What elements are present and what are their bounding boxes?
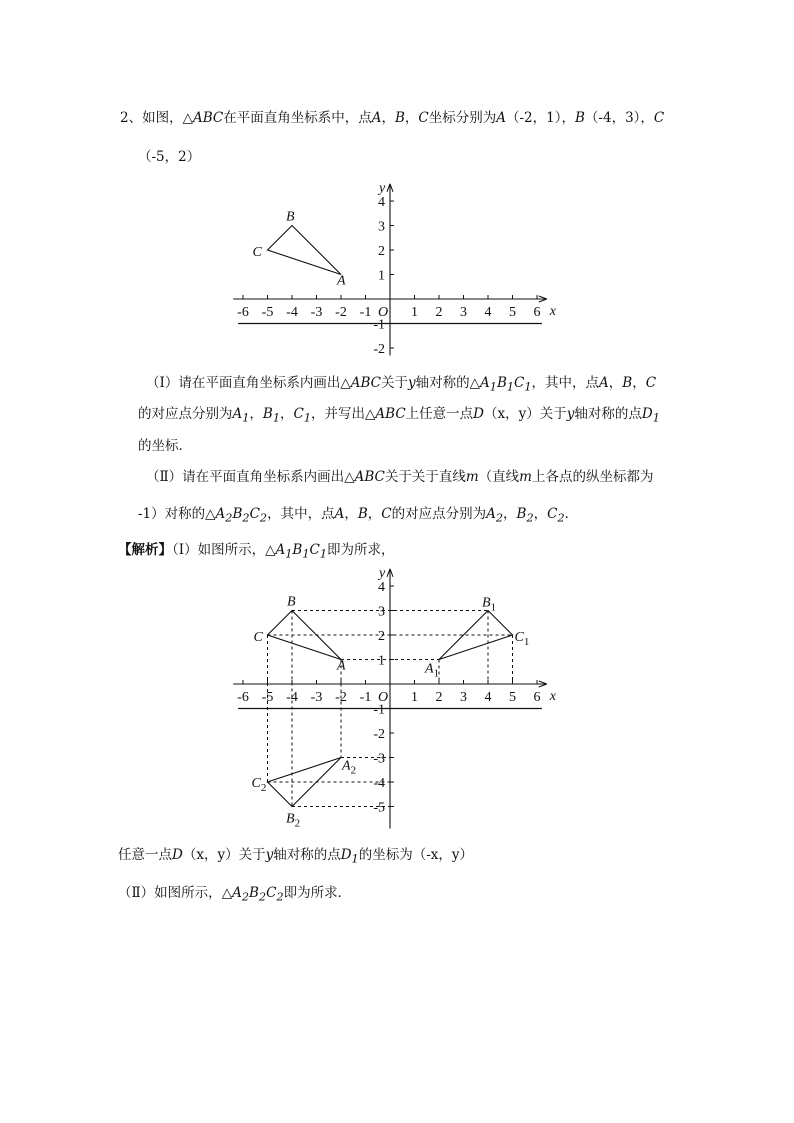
- x-tick-label: -4: [286, 305, 298, 320]
- x-tick-label: 3: [460, 305, 467, 320]
- x-tick-label: 1: [411, 690, 418, 705]
- x-tick-label: -2: [335, 305, 347, 320]
- x-tick-label: -5: [261, 690, 274, 705]
- problem-line-1: 2、如图，△ABC在平面直角坐标系中，点A，B，C坐标分别为A（-2，1），B（-4，3），C: [120, 110, 665, 126]
- solution-tag: 【解析】: [118, 542, 172, 558]
- x-tick-label: -6: [237, 690, 249, 705]
- y-axis-label: y: [379, 180, 386, 196]
- y-tick-label: 3: [378, 219, 385, 235]
- part1-line-2: 的对应点分别为$A_1$，$B_1$，$C_1$，并写出△ABC上任意一点D（x，y）关于y轴对称的点$D_1$: [138, 406, 660, 425]
- x-tick-label: 3: [460, 690, 467, 705]
- solution-line-1: 【解析】（Ⅰ）如图所示，$\triangle A_1B_1C_1$即为所求，: [118, 542, 395, 561]
- x-tick-label: -5: [261, 305, 274, 320]
- x-tick-label: 5: [509, 690, 516, 705]
- y-tick-label: 1: [378, 653, 385, 669]
- x-tick-label: 2: [435, 690, 443, 705]
- y-tick-label: -1: [373, 317, 385, 333]
- x-axis-label: x: [549, 689, 557, 704]
- x-tick-label: 6: [533, 305, 541, 320]
- x-tick-label: -4: [286, 690, 298, 705]
- y-tick-label: -2: [373, 342, 385, 357]
- point-a-label: A: [337, 273, 346, 289]
- figure-2-coordinate-plane: [225, 560, 565, 835]
- point-c-label: C: [252, 245, 262, 260]
- problem-number: 2、: [120, 110, 143, 126]
- point-b1-label: $B_1$: [482, 595, 497, 614]
- problem-line-2: （-5，2）: [138, 149, 201, 165]
- point-c-label: C: [253, 630, 263, 645]
- part1-line-1: （Ⅰ）请在平面直角坐标系内画出△ABC关于y轴对称的$\triangle A_1B_1C_1$，其中，点A，B，C: [146, 375, 657, 394]
- part2-line-1: （Ⅱ）请在平面直角坐标系内画出△ABC关于关于直线m（直线m上各点的纵坐标都为: [146, 469, 654, 485]
- y-tick-label: 1: [378, 268, 385, 284]
- x-axis-label: x: [549, 304, 557, 319]
- y-tick-label: -2: [373, 727, 385, 742]
- x-tick-label: -3: [310, 690, 323, 705]
- y-axis-label: y: [379, 565, 386, 581]
- y-tick-label: 2: [378, 244, 385, 259]
- x-tick-label: -1: [359, 690, 372, 705]
- origin-label: O: [378, 690, 389, 705]
- point-a-label: A: [337, 658, 346, 674]
- solution-line-3: （Ⅱ）如图所示，$\triangle A_2B_2C_2$即为所求．: [118, 885, 352, 904]
- x-tick-label: -2: [335, 690, 347, 705]
- point-a1-label: $A_1$: [425, 661, 440, 680]
- x-tick-label: -6: [237, 305, 249, 320]
- point-a2-label: $A_2$: [342, 758, 357, 777]
- solution-line-2: 任意一点D（x，y）关于y轴对称的点$D_1$的坐标为（-x，y）: [118, 847, 474, 866]
- point-b-label: B: [287, 594, 296, 610]
- x-tick-label: 6: [533, 690, 541, 705]
- part2-line-2: -1）对称的$\triangle A_2B_2C_2$，其中，点A，B，C的对应点分别为$A_2$，$B_2$，$C_2$．: [138, 506, 579, 525]
- y-tick-label: -3: [373, 751, 385, 767]
- part1-line-3: 的坐标．: [138, 438, 192, 454]
- x-tick-label: 5: [509, 305, 516, 320]
- point-b-label: B: [286, 209, 295, 225]
- x-tick-label: 4: [484, 690, 492, 705]
- y-tick-label: 2: [378, 629, 385, 644]
- point-c2-label: $C_2$: [251, 776, 267, 794]
- figure-1-coordinate-plane: [225, 175, 565, 360]
- triangle-abc: [268, 226, 342, 275]
- origin-label: O: [378, 305, 389, 320]
- y-tick-label: 4: [378, 580, 385, 595]
- y-tick-label: -4: [373, 776, 385, 791]
- y-tick-label: -1: [373, 702, 385, 718]
- x-tick-label: 1: [411, 305, 418, 320]
- x-tick-label: 2: [435, 305, 443, 320]
- point-b2-label: $B_2$: [286, 811, 301, 830]
- y-tick-label: 4: [378, 195, 385, 210]
- y-tick-label: -5: [373, 800, 385, 816]
- x-tick-label: -3: [310, 305, 323, 320]
- x-tick-label: -1: [359, 305, 372, 320]
- y-tick-label: 3: [378, 604, 385, 620]
- x-tick-label: 4: [484, 305, 492, 320]
- point-c1-label: $C_1$: [514, 630, 530, 648]
